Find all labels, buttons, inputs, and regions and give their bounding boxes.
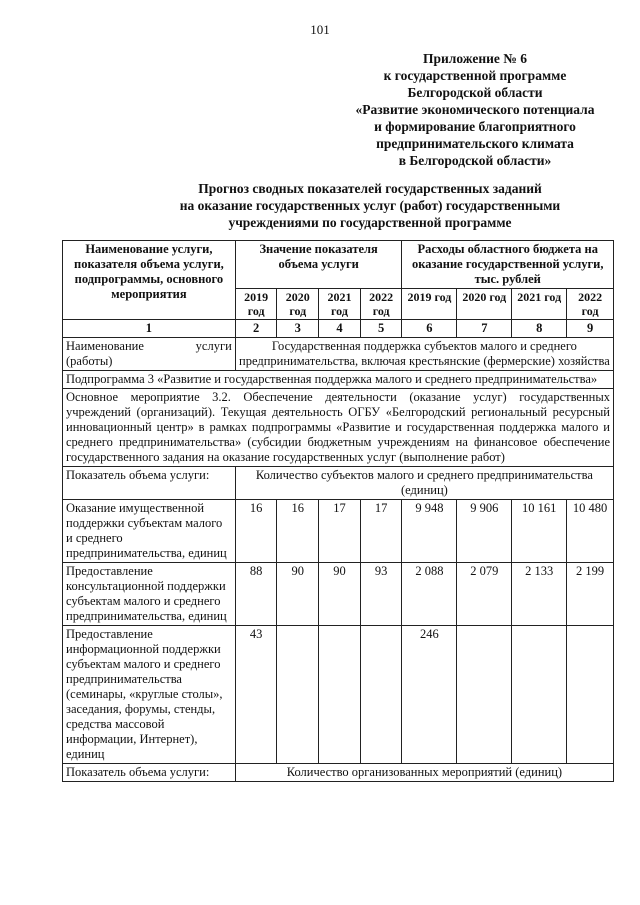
row-value: 2 079 [457,563,512,626]
row-name: Предоставление информационной поддержки субъектам малого и среднего предпринимательства (семинары, «круглые столы», заседания, форумы, стенды, средства массовой информации, Интернет), единиц [63,626,236,764]
row-value: 246 [402,626,457,764]
row-value: 2 133 [512,563,567,626]
appendix-line: Приложение № 6 [423,51,527,66]
appendix-line: в Белгородской области» [398,153,552,168]
column-number: 7 [457,320,512,338]
appendix-line: «Развитие экономического потенциала [355,102,595,117]
column-number: 2 [235,320,277,338]
row-name: Предоставление консультационной поддержки субъектам малого и среднего предпринимательства, единиц [63,563,236,626]
row-value [567,626,614,764]
row-value: 9 948 [402,500,457,563]
service-label: Наименование услуги (работы) [63,338,236,371]
page-number: 101 [310,22,330,37]
appendix-header [330,50,620,169]
column-number: 1 [63,320,236,338]
row-value [457,626,512,764]
row-value: 16 [277,500,319,563]
title-line: учреждениями по государственной программе [228,215,512,230]
row-value [360,626,402,764]
row-value: 88 [235,563,277,626]
forecast-table [62,240,614,782]
indicator-label: Показатель объема услуги: [63,467,236,500]
title-line: Прогноз сводных показателей государственных заданий [198,181,542,196]
row-value: 10 161 [512,500,567,563]
header-year: 2022 год [360,289,402,320]
appendix-line: и формирование благоприятного [374,119,576,134]
row-value: 10 480 [567,500,614,563]
main-event-row: Основное мероприятие 3.2. Обеспечение деятельности (оказание услуг) государственных учреждений (организаций). Текущая деятельность ОГБУ «Белгородский региональный ресурсный инновационный центр» в рамках подпрограммы «Развитие и государственная поддержка малого и среднего предпринимательства» (субсидии бюджетным учреждениям на финансовое обеспечение государственного задания на оказание государственных услуг (выполнение работ) [63,389,614,467]
row-value: 9 906 [457,500,512,563]
column-number: 9 [567,320,614,338]
row-value: 90 [319,563,361,626]
column-number: 6 [402,320,457,338]
appendix-line: к государственной программе [383,68,567,83]
row-value: 17 [319,500,361,563]
table-row [63,500,614,563]
row-value [512,626,567,764]
appendix-line: Белгородской области [407,85,543,100]
table-row [63,563,614,626]
row-value: 16 [235,500,277,563]
document-title [150,180,590,231]
indicator-value: Количество организованных мероприятий (единиц) [235,764,613,782]
header-year: 2021 год [319,289,361,320]
column-number: 5 [360,320,402,338]
title-line: на оказание государственных услуг (работ) государственными [179,198,561,213]
header-year: 2020 год [277,289,319,320]
header-indicator: Значение показателя объема услуги [235,241,402,289]
row-value: 2 088 [402,563,457,626]
column-number: 8 [512,320,567,338]
indicator-value: Количество субъектов малого и среднего предпринимательства (единиц) [235,467,613,500]
subprogram-row: Подпрограмма 3 «Развитие и государственная поддержка малого и среднего предпринимательства» [63,371,614,389]
header-name: Наименование услуги, показателя объема услуги, подпрограммы, основного мероприятия [63,241,236,320]
header-year: 2021 год [512,289,567,320]
header-budget: Расходы областного бюджета на оказание государственной услуги, тыс. рублей [402,241,614,289]
row-value: 2 199 [567,563,614,626]
column-number: 3 [277,320,319,338]
row-name: Оказание имущественной поддержки субъектам малого и среднего предпринимательства, единиц [63,500,236,563]
header-year: 2022 год [567,289,614,320]
header-year: 2020 год [457,289,512,320]
row-value: 93 [360,563,402,626]
table-row [63,626,614,764]
header-year: 2019 год [402,289,457,320]
service-value: Государственная поддержка субъектов малого и среднего предпринимательства, включая крестьянские (фермерские) хозяйства [235,338,613,371]
column-number: 4 [319,320,361,338]
appendix-line: предпринимательского климата [376,136,574,151]
row-value [319,626,361,764]
header-year: 2019 год [235,289,277,320]
row-value: 17 [360,500,402,563]
row-value: 90 [277,563,319,626]
row-value [277,626,319,764]
row-value: 43 [235,626,277,764]
indicator-label: Показатель объема услуги: [63,764,236,782]
